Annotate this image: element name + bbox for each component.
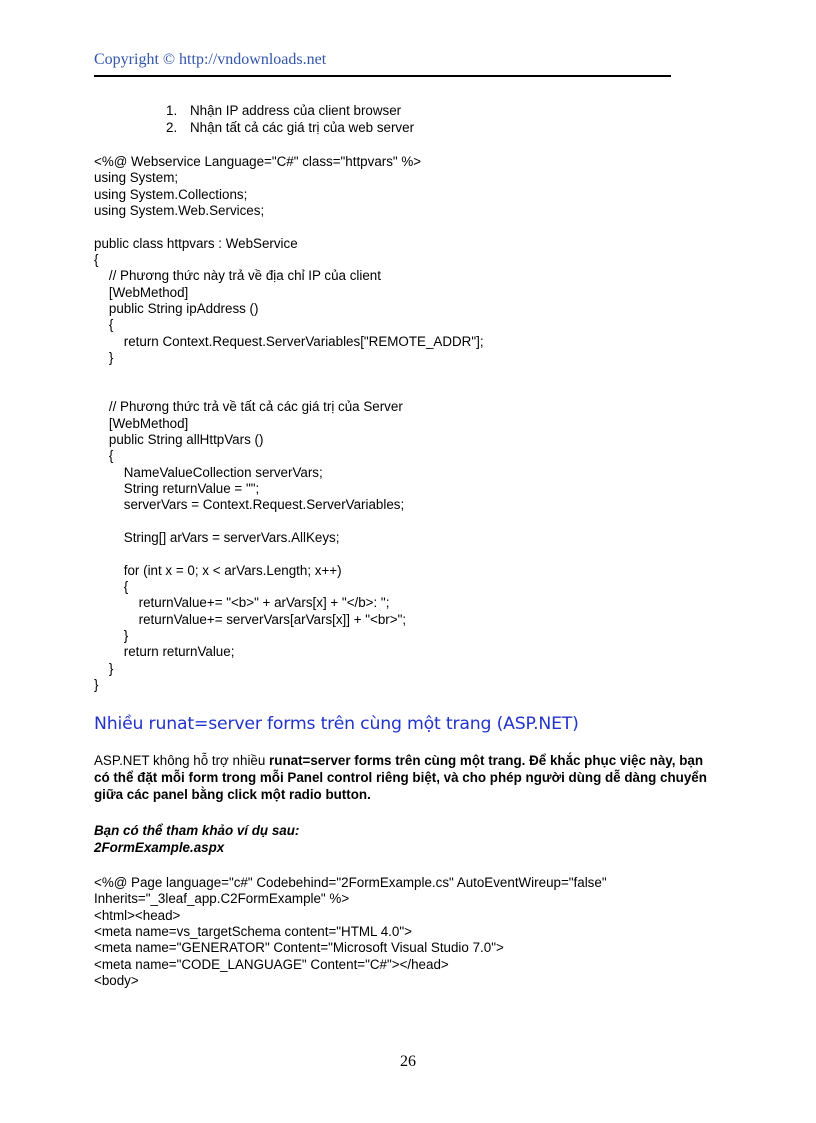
copyright-header: Copyright © http://vndownloads.net <box>94 51 327 68</box>
numbered-list <box>166 102 414 136</box>
aspx-code-block: <%@ Page language="c#" Codebehind="2FormExample.cs" AutoEventWireup="false" Inherits="_3leaf_app.C2FormExample" %> <html><head> <meta name=vs_targetSchema content="HTML 4.0"> <meta name="GENERATOR" Content="Microsoft Visual Studio 7.0"> <meta name="CODE_LANGUAGE" Content="C#"></head> <body> <box>94 875 607 989</box>
example-filename: 2FormExample.aspx <box>94 840 225 855</box>
list-item-text: Nhận IP address của client browser <box>190 103 402 118</box>
list-item <box>166 102 414 119</box>
list-item-number: 1. <box>166 103 178 118</box>
example-label <box>94 822 299 856</box>
paragraph-text-bold: runat=server forms trên cùng một trang. Để khắc phục việc này, bạn có thể đặt mỗi form trong mỗi Panel control riêng biệt, và cho phép người dùng dễ dàng chuyển giữa các panel bằng click một radio button. <box>94 753 707 802</box>
paragraph-text-normal: ASP.NET không hỗ trợ nhiều <box>94 753 270 768</box>
section-paragraph <box>94 752 714 803</box>
example-intro: Bạn có thể tham khảo ví dụ sau: <box>94 823 300 838</box>
webservice-code-block: <%@ Webservice Language="C#" class="httpvars" %> using System; using System.Collections; using System.Web.Services; public class httpvars : WebService { // Phương thức này trả về địa chỉ IP của client [WebMethod] public String ipAddress () { return Context.Request.ServerVariables["REMOTE_ADDR"]; } // Phương thức trả về tất cả các giá trị của Server [WebMethod] public String allHttpVars () { NameValueCollection serverVars; String returnValue = ""; serverVars = Context.Request.ServerVariables; String[] arVars = serverVars.AllKeys; for (int x = 0; x < arVars.Length; x++) { returnValue+= "<b>" + arVars[x] + "</b>: "; returnValue+= serverVars[arVars[x]] + "<br>"; } return returnValue; } } <box>94 154 484 692</box>
list-item-text: Nhận tất cả các giá trị của web server <box>190 120 415 135</box>
list-item-number: 2. <box>166 120 178 135</box>
page-number: 26 <box>400 1053 416 1070</box>
header-divider <box>94 75 671 77</box>
list-item <box>166 119 414 136</box>
section-heading: Nhiều runat=server forms trên cùng một trang (ASP.NET) <box>94 714 579 734</box>
